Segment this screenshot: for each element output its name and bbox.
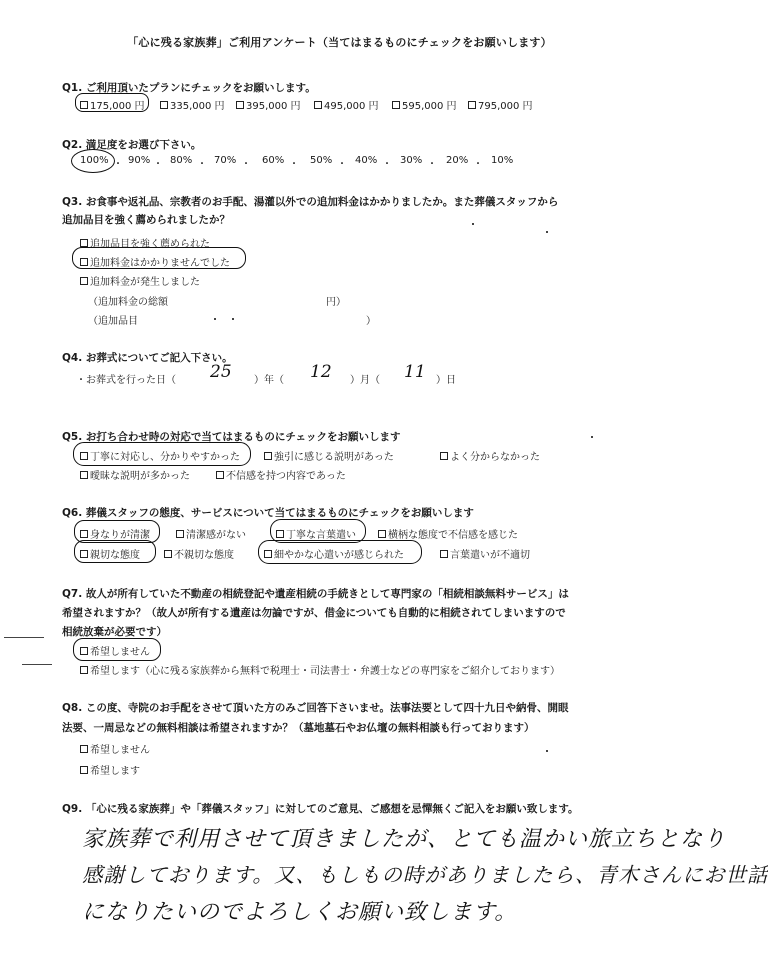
checkbox[interactable] (80, 550, 88, 558)
q7-question-line1: Q7. 故人が所有していた不動産の相続登記や遺産相続の手続きとして専門家の「相続相談無料サービス」は (62, 588, 569, 600)
checkbox[interactable] (80, 239, 88, 247)
q7-question-line3: 相続放棄が必要です） (62, 626, 167, 638)
q2-option-60[interactable]: 60% (262, 155, 285, 166)
q2-separator: ・ (337, 159, 347, 170)
q2-option-90[interactable]: 90% (128, 155, 151, 166)
q9-question: Q9. 「心に残る家族葬」や「葬儀スタッフ」に対してのご意見、ご感想を忌憚無くご記入をお願い致します。 (62, 803, 579, 815)
q3-fee-label: （追加料金の総額 (88, 297, 168, 308)
q3-question-line1: Q3. お食事や返礼品、宗教者のお手配、湯灌以外での追加料金はかかりましたか。また葬儀スタッフから (62, 196, 559, 208)
q5-question: Q5. お打ち合わせ時の対応で当てはまるものにチェックをお願いします (62, 431, 401, 443)
q6-option-unkind[interactable]: 不親切な態度 (164, 546, 234, 561)
q7-option-decline[interactable]: 希望しません (80, 643, 150, 658)
q6-option-clean[interactable]: 身なりが清潔 (80, 526, 150, 541)
q1-option-335000[interactable]: 335,000 円 (160, 97, 225, 112)
checkbox[interactable] (378, 530, 386, 538)
q1-question: Q1. ご利用頂いたプランにチェックをお願いします。 (62, 82, 316, 94)
scan-speck (591, 436, 593, 438)
checkbox[interactable] (80, 530, 88, 538)
scan-speck (472, 223, 474, 225)
checkbox[interactable] (236, 101, 244, 109)
checkbox[interactable] (80, 101, 88, 109)
q1-option-595000[interactable]: 595,000 円 (392, 97, 457, 112)
q6-option-unclean[interactable]: 清潔感がない (176, 526, 246, 541)
checkbox[interactable] (392, 101, 400, 109)
checkbox[interactable] (80, 452, 88, 460)
q2-separator: ・ (289, 159, 299, 170)
q1-option-395000[interactable]: 395,000 円 (236, 97, 301, 112)
q3-question-line2: 追加品目を強く薦められましたか？ (62, 214, 230, 226)
q2-separator: ・ (473, 159, 483, 170)
q2-option-20[interactable]: 20% (446, 155, 469, 166)
checkbox[interactable] (264, 550, 272, 558)
q6-option-kind[interactable]: 親切な態度 (80, 546, 140, 561)
q2-option-100[interactable]: 100% (80, 155, 109, 166)
q1-option-495000[interactable]: 495,000 円 (314, 97, 379, 112)
q1-option-175000[interactable]: 175,000 円 (80, 97, 145, 112)
q3-option-extra-fee[interactable]: 追加料金が発生しました (80, 273, 200, 288)
q6-option-arrogant[interactable]: 横柄な態度で不信感を感じた (378, 526, 518, 541)
q5-option-pushy[interactable]: 強引に感じる説明があった (264, 448, 394, 463)
q2-separator: ・ (153, 159, 163, 170)
q9-answer-line3[interactable]: になりたいのでよろしくお願い致します。 (82, 900, 518, 925)
checkbox[interactable] (314, 101, 322, 109)
q6-option-polite-language[interactable]: 丁寧な言葉遣い (276, 526, 356, 541)
q2-option-40[interactable]: 40% (355, 155, 378, 166)
q2-option-50[interactable]: 50% (310, 155, 333, 166)
q2-question: Q2. 満足度をお選び下さい。 (62, 139, 202, 151)
q2-separator: ・ (427, 159, 437, 170)
q3-option-strongly-recommended[interactable]: 追加品目を強く薦められた (80, 235, 210, 250)
q2-option-70[interactable]: 70% (214, 155, 237, 166)
q5-option-distrust[interactable]: 不信感を持つ内容であった (216, 467, 346, 482)
q2-separator: ・ (113, 159, 123, 170)
checkbox[interactable] (160, 101, 168, 109)
checkbox[interactable] (440, 550, 448, 558)
checkbox[interactable] (164, 550, 172, 558)
checkbox[interactable] (80, 766, 88, 774)
q4-month-label: ）月（ (350, 375, 380, 386)
checkbox[interactable] (264, 452, 272, 460)
scan-speck (546, 231, 548, 233)
survey-title: 「心に残る家族葬」ご利用アンケート（当てはまるものにチェックをお願いします） (127, 36, 552, 49)
q2-separator: ・ (197, 159, 207, 170)
q7-option-accept[interactable]: 希望します（心に残る家族葬から無料で税理士・司法書士・弁護士などの専門家をご紹介しております） (80, 662, 560, 677)
q3-item-close: ） (366, 316, 376, 327)
scan-speck (214, 318, 216, 320)
q8-question-line1: Q8. この度、寺院のお手配をさせて頂いた方のみご回答下さいませ。法事法要として四十九日や納骨、開眼 (62, 702, 569, 714)
checkbox[interactable] (176, 530, 184, 538)
q4-year-value[interactable]: 25 (210, 362, 232, 382)
scan-speck (232, 318, 234, 320)
checkbox[interactable] (276, 530, 284, 538)
checkbox[interactable] (80, 745, 88, 753)
q4-date-label: ・お葬式を行った日（ (76, 375, 176, 386)
q1-option-795000[interactable]: 795,000 円 (468, 97, 533, 112)
q6-option-attentive[interactable]: 細やかな心遣いが感じられた (264, 546, 404, 561)
q9-answer-line2[interactable]: 感謝しております。又、もしもの時がありましたら、青木さんにお世話 (82, 863, 768, 887)
q3-option-no-extra-fee[interactable]: 追加料金はかかりませんでした (80, 254, 230, 269)
scan-mark (4, 637, 44, 638)
q2-option-10[interactable]: 10% (491, 155, 514, 166)
q7-question-line2: 希望されますか？（故人が所有する遺産は勿論ですが、借金についても自動的に相続されてしまいますので (62, 607, 566, 619)
q4-day-label: ）日 (436, 375, 456, 386)
checkbox[interactable] (80, 258, 88, 266)
scan-speck (546, 750, 548, 752)
q4-question: Q4. お葬式についてご記入下さい。 (62, 352, 233, 364)
q8-question-line2: 法要、一周忌などの無料相談は希望されますか？（墓地墓石やお仏壇の無料相談も行っております） (62, 722, 535, 734)
q6-option-inappropriate-language[interactable]: 言葉遣いが不適切 (440, 546, 530, 561)
q8-option-decline[interactable]: 希望しません (80, 741, 150, 756)
checkbox[interactable] (440, 452, 448, 460)
checkbox[interactable] (80, 666, 88, 674)
q3-fee-unit: 円） (326, 297, 346, 308)
checkbox[interactable] (80, 277, 88, 285)
q8-option-accept[interactable]: 希望します (80, 762, 140, 777)
q2-option-80[interactable]: 80% (170, 155, 193, 166)
q4-day-value[interactable]: 11 (404, 362, 426, 382)
q6-question: Q6. 葬儀スタッフの態度、サービスについて当てはまるものにチェックをお願いします (62, 507, 474, 519)
q5-option-vague[interactable]: 曖昧な説明が多かった (80, 467, 190, 482)
scan-mark (22, 664, 52, 665)
q4-year-label: ）年（ (254, 375, 284, 386)
q2-separator: ・ (382, 159, 392, 170)
q4-month-value[interactable]: 12 (310, 362, 332, 382)
q2-option-30[interactable]: 30% (400, 155, 423, 166)
q3-item-label: （追加品目 (88, 316, 138, 327)
checkbox[interactable] (80, 647, 88, 655)
q5-option-polite[interactable]: 丁寧に対応し、分かりやすかった (80, 448, 240, 463)
q5-option-unclear[interactable]: よく分からなかった (440, 448, 540, 463)
q9-answer-line1[interactable]: 家族葬で利用させて頂きましたが、とても温かい旅立ちとなり (82, 827, 727, 852)
checkbox[interactable] (468, 101, 476, 109)
q2-separator: ・ (241, 159, 251, 170)
checkbox[interactable] (216, 471, 224, 479)
checkbox[interactable] (80, 471, 88, 479)
